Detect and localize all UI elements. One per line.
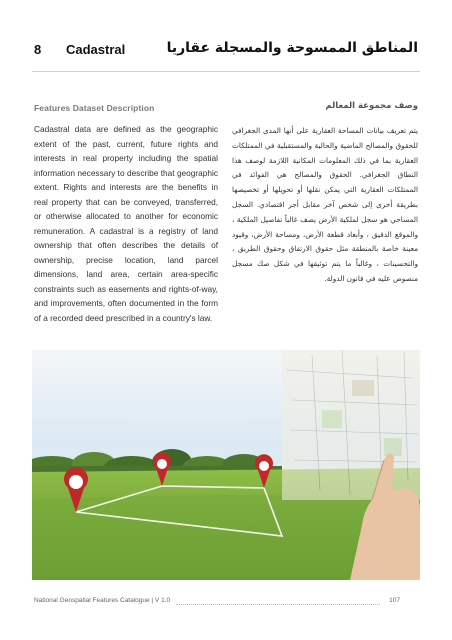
footer-page-number: 107 [389, 597, 400, 604]
footer-catalogue: National Geospatial Features Catalogue | V 1.0 [34, 597, 171, 604]
section-title: Cadastral [66, 42, 126, 57]
page-header [0, 0, 452, 70]
header-divider [32, 71, 420, 72]
field-with-map-illustration [32, 350, 420, 580]
cadastral-photo [32, 350, 420, 580]
page-number: 8 [34, 42, 42, 57]
cadastral-map-overlay [282, 350, 420, 500]
arabic-heading: وصف مجموعة المعالم [325, 101, 418, 111]
arabic-section-title: المناطق الممسوحة والمسجلة عقاريا [166, 40, 418, 56]
arabic-body: يتم تعريف بيانات المساحة العقارية على أنها المدى الجغرافي للحقوق والمصالح الماضية والحالية والمستقبلية في الممتلكات العقارية بما في ذلك المعلومات المكانية اللازمة لوصف هذا النطاق الجغرافي. الحقوق والمصالح هي الفوائد في الممتلكات العقارية التي يمكن نقلها أو تحويلها أو تخصيصها بطريقة أخرى إلى شخص آخر مقابل أجر اقتصادي. السجل المساحي هو سجل لملكية الأرض يصف غالباً تفاصيل الملكية ، والموقع الدقيق ، وأبعاد قطعة الأرض، ومساحة الأرض، وقيود معينة خاصة بالمنطقة مثل حقوق الارتفاق وحقوق الطريق ، والتحسينات ، وغالباً ما يتم توثيقها في شكل صك مسجل منصوص عليه في قانون الدولة. [232, 126, 418, 283]
english-heading: Features Dataset Description [34, 103, 155, 113]
footer-dot-leader [176, 598, 380, 605]
english-body: Cadastral data are defined as the geographic extent of the past, current, future rights and interests in real property including the spatial information necessary to describe that geographic extent. Rights and interests are the benefits in real property that can be conveyed, transferred, or otherwise allocated to another for economic remuneration. A cadastral is a registry of land ownership that often describes the details of ownership, precise location, land parcel dimensions, land area, certain area-specific constraints such as easements and rights-of-way, and improvements, often documented in the form of a recorded deed prescribed in a country's law. [34, 124, 218, 323]
